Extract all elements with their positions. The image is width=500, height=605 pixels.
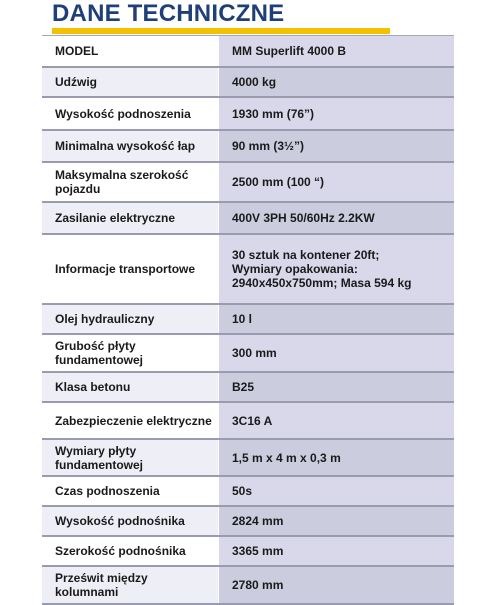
spec-label: Zasilanie elektryczne (42, 203, 218, 233)
spec-value: 3C16 A (219, 403, 454, 438)
spec-row (42, 537, 454, 567)
spec-label: Czas podnoszenia (42, 477, 218, 505)
spec-value: 30 sztuk na kontener 20ft; Wymiary opakowania: 2940x450x750mm; Masa 594 kg (219, 235, 454, 303)
spec-row (42, 235, 454, 305)
spec-value: 400V 3PH 50/60Hz 2.2KW (219, 203, 454, 233)
spec-value: B25 (219, 373, 454, 401)
spec-row (42, 507, 454, 537)
spec-label: Udźwig (42, 68, 218, 96)
spec-value: 10 l (219, 305, 454, 333)
spec-table (42, 35, 454, 605)
spec-value: 1930 mm (76”) (219, 98, 454, 129)
title-underline (52, 28, 390, 34)
spec-label: Szerokość podnośnika (42, 537, 218, 565)
spec-value: 300 mm (219, 335, 454, 371)
spec-row (42, 163, 454, 203)
spec-value: 1,5 m x 4 m x 0,3 m (219, 440, 454, 475)
spec-label: Maksymalna szerokość pojazdu (42, 163, 218, 201)
spec-label: Informacje transportowe (42, 235, 218, 303)
spec-value: 2500 mm (100 “) (219, 163, 454, 201)
spec-label: Wymiary płyty fundamentowej (42, 440, 218, 475)
spec-row (42, 567, 454, 605)
spec-row (42, 477, 454, 507)
spec-value: 50s (219, 477, 454, 505)
spec-value: 2824 mm (219, 507, 454, 535)
spec-label: Olej hydrauliczny (42, 305, 218, 333)
spec-row (42, 440, 454, 477)
spec-label: Wysokość podnoszenia (42, 98, 218, 129)
spec-row (42, 203, 454, 235)
spec-value: 3365 mm (219, 537, 454, 565)
spec-label: MODEL (42, 36, 218, 66)
spec-value: 2780 mm (219, 567, 454, 603)
spec-row (42, 373, 454, 403)
spec-label: Grubość płyty fundamentowej (42, 335, 218, 371)
spec-value: 90 mm (3½”) (219, 131, 454, 161)
spec-label: Klasa betonu (42, 373, 218, 401)
page-title: DANE TECHNICZNE (52, 0, 285, 27)
spec-label: Zabezpieczenie elektryczne (42, 403, 218, 438)
spec-row (42, 403, 454, 440)
spec-row (42, 131, 454, 163)
spec-row (42, 335, 454, 373)
spec-row (42, 68, 454, 98)
spec-value: MM Superlift 4000 B (219, 36, 454, 66)
spec-row (42, 98, 454, 131)
spec-row (42, 305, 454, 335)
spec-value: 4000 kg (219, 68, 454, 96)
spec-row (42, 36, 454, 68)
spec-label: Wysokość podnośnika (42, 507, 218, 535)
spec-label: Prześwit między kolumnami (42, 567, 218, 603)
spec-label: Minimalna wysokość łap (42, 131, 218, 161)
